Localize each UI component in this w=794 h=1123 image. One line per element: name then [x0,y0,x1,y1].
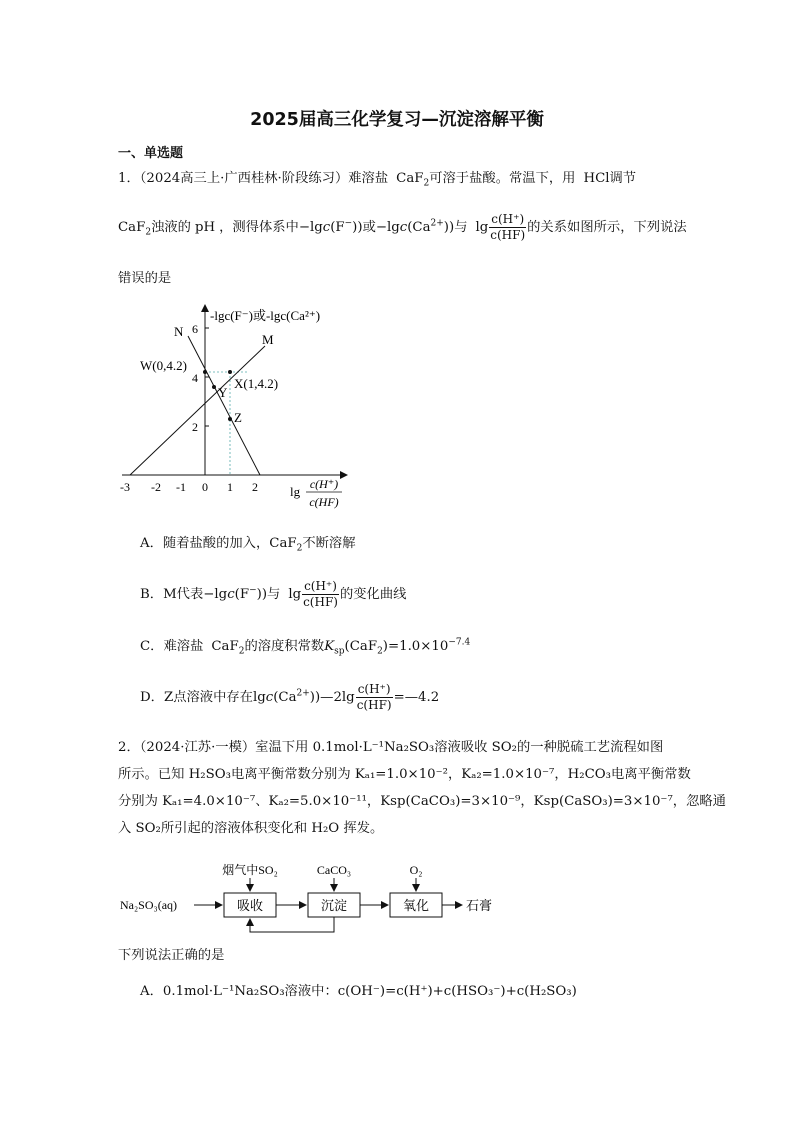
q1-option-b[interactable]: B．M代表−lgc(F−))与 lg $\frac{c(H^+)}{c(HF)}$ 的变化曲线 [140,579,407,609]
flow-input: Na₂SO₃(aq) [120,898,178,912]
q1-option-d[interactable]: D．Z点溶液中存在$\lg c(Ca^{2+}))—2\lg$ $\frac{c(H^+)}{c(HF)}$ =—4.2 [140,682,440,712]
x-axis-label-den: c(HF) [309,495,339,509]
xtick-label: -3 [120,480,130,494]
point-W [203,370,207,374]
point-Z-label: Z [234,410,242,425]
y-axis-arrow [201,304,209,312]
point-X [228,370,232,374]
q2-line3: 分别为 Kₐ₁=4.0×10⁻⁷、Kₐ₂=5.0×10⁻¹¹，Ksp(CaCO₃)=3×10⁻⁹，Ksp(CaSO₃)=3×10⁻⁷，忽略通 [118,794,726,809]
ytick-label: 6 [192,322,198,336]
xtick-label: 0 [202,480,208,494]
point-Y [212,385,216,389]
xtick-label: -2 [151,480,161,494]
point-Y-label: Y [218,385,228,400]
ytick-label: 4 [192,371,198,385]
line-N-label: N [174,324,184,339]
x-axis-label-num: c(H⁺) [309,477,339,491]
line-N [188,336,260,475]
q1-line3: 错误的是 [118,271,172,286]
flow-output: 石膏 [466,898,493,913]
q1-line2: CaF$_2$浊液的 pH ，测得体系中−lgc(F−))或$-\lg c(Ca^{2+})$)与 lg $\frac{c(H^+)}{c(HF)}$ 的关系如图所示，下列说法 [118,212,687,242]
flow-recycle [250,917,334,932]
svg-text:沉淀: 沉淀 [320,898,348,913]
q2-prompt: 下列说法正确的是 [118,948,225,963]
x-axis-arrow [340,471,348,479]
section-heading: 一、单选题 [118,146,184,161]
flow-feed1: 烟气中SO₂ [222,863,278,877]
q2-option-a[interactable]: A．0.1mol·L⁻¹Na₂SO₃溶液中：c(OH⁻)=c(H⁺)+c(HSO₃⁻)+c(H₂SO₃) [140,984,577,999]
point-W-label: W(0,4.2) [140,358,187,373]
q2-line4: 入 SO₂所引起的溶液体积变化和 H₂O 挥发。 [118,821,384,836]
ytick-label: 2 [192,420,198,434]
y-axis-label: -lgc(F⁻)或-lgc(Ca²⁺) [210,308,321,323]
q2-flow-diagram [116,850,516,940]
point-X-label: X(1,4.2) [234,376,279,391]
q2-line2: 所示。已知 H₂SO₃电离平衡常数分别为 Kₐ₁=1.0×10⁻²，Kₐ₂=1.0×10⁻⁷，H₂CO₃电离平衡常数 [118,767,691,782]
q1-line1: 1．（2024高三上·广西桂林·阶段练习）难溶盐 CaF$_2$可溶于盐酸。常温下，用 HCl调节 [118,171,637,189]
q2-line1: 2．（2024·江苏·一模）室温下用 0.1mol·L⁻¹Na₂SO₃溶液吸收 SO₂的一种脱硫工艺流程如图 [118,740,664,755]
svg-text:吸收: 吸收 [236,898,264,913]
q1-option-a[interactable]: A．随着盐酸的加入，CaF$_2$不断溶解 [140,536,356,554]
q1-graph [110,300,360,522]
q1-option-c[interactable]: C．难溶盐 CaF$_2$的溶度积常数$K_{sp}(CaF_2)=1.0\times 10^{-7.4}$ [140,637,471,657]
line-M-label: M [262,332,274,347]
xtick-label: -1 [176,480,186,494]
flow-feed3: O₂ [409,863,423,877]
svg-text:氧化: 氧化 [402,898,430,913]
xtick-label: 2 [252,480,258,494]
xtick-label: 1 [227,480,233,494]
q1-fraction: $\frac{c(H^+)}{c(HF)}$ [490,212,526,242]
x-axis-label-lg: lg [290,484,301,499]
flow-feed2: CaCO₃ [316,863,352,877]
point-Z [228,417,232,421]
page-title: 2025届高三化学复习—沉淀溶解平衡 [250,110,544,130]
